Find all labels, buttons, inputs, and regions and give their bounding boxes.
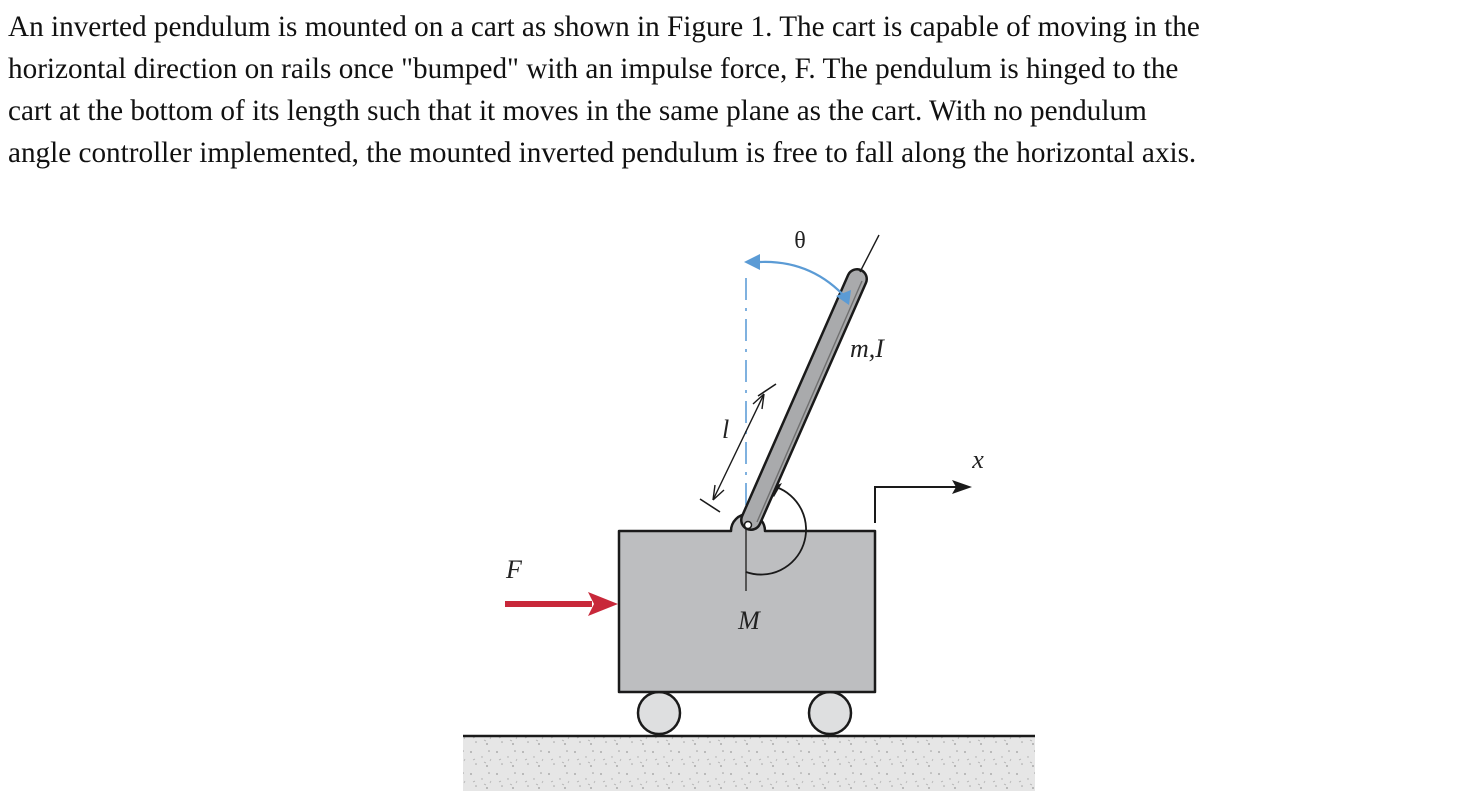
x-axis-arrow [875, 480, 972, 523]
theta-arc [760, 262, 847, 299]
hinge-pin [745, 522, 752, 529]
problem-line-4: angle controller implemented, the mounted inverted pendulum is free to fall along the horizontal axis. [8, 137, 1197, 169]
right-wheel [809, 692, 851, 734]
ground [463, 736, 1035, 791]
problem-line-1: An inverted pendulum is mounted on a cart as shown in Figure 1. The cart is capable of moving in the [8, 11, 1200, 43]
pendulum-rod [751, 279, 857, 520]
cart-mass-label: M [738, 606, 760, 635]
length-tick-bottom [700, 499, 720, 512]
ground-fill [463, 737, 1035, 791]
x-axis-label: x [972, 445, 984, 474]
problem-line-2: horizontal direction on rails once "bumped" with an impulse force, F. The pendulum is hinged to the [8, 53, 1179, 85]
wheels [638, 692, 851, 734]
problem-line-3: cart at the bottom of its length such that it moves in the same plane as the cart. With no pendulum [8, 95, 1147, 127]
force-arrow [505, 592, 618, 616]
length-tick-top [758, 384, 776, 396]
mass-inertia-label: m,I [850, 334, 884, 363]
length-label: l [722, 415, 730, 444]
force-label: F [506, 555, 522, 584]
theta-arrow [744, 254, 851, 305]
left-wheel [638, 692, 680, 734]
pendulum-center-line [757, 281, 862, 522]
theta-label: θ [794, 228, 806, 254]
theta-arrowhead-left [744, 254, 760, 270]
x-axis-line [875, 487, 958, 523]
force-arrowhead [588, 592, 618, 616]
pendulum [751, 235, 879, 522]
pendulum-axis-extension [860, 235, 879, 272]
